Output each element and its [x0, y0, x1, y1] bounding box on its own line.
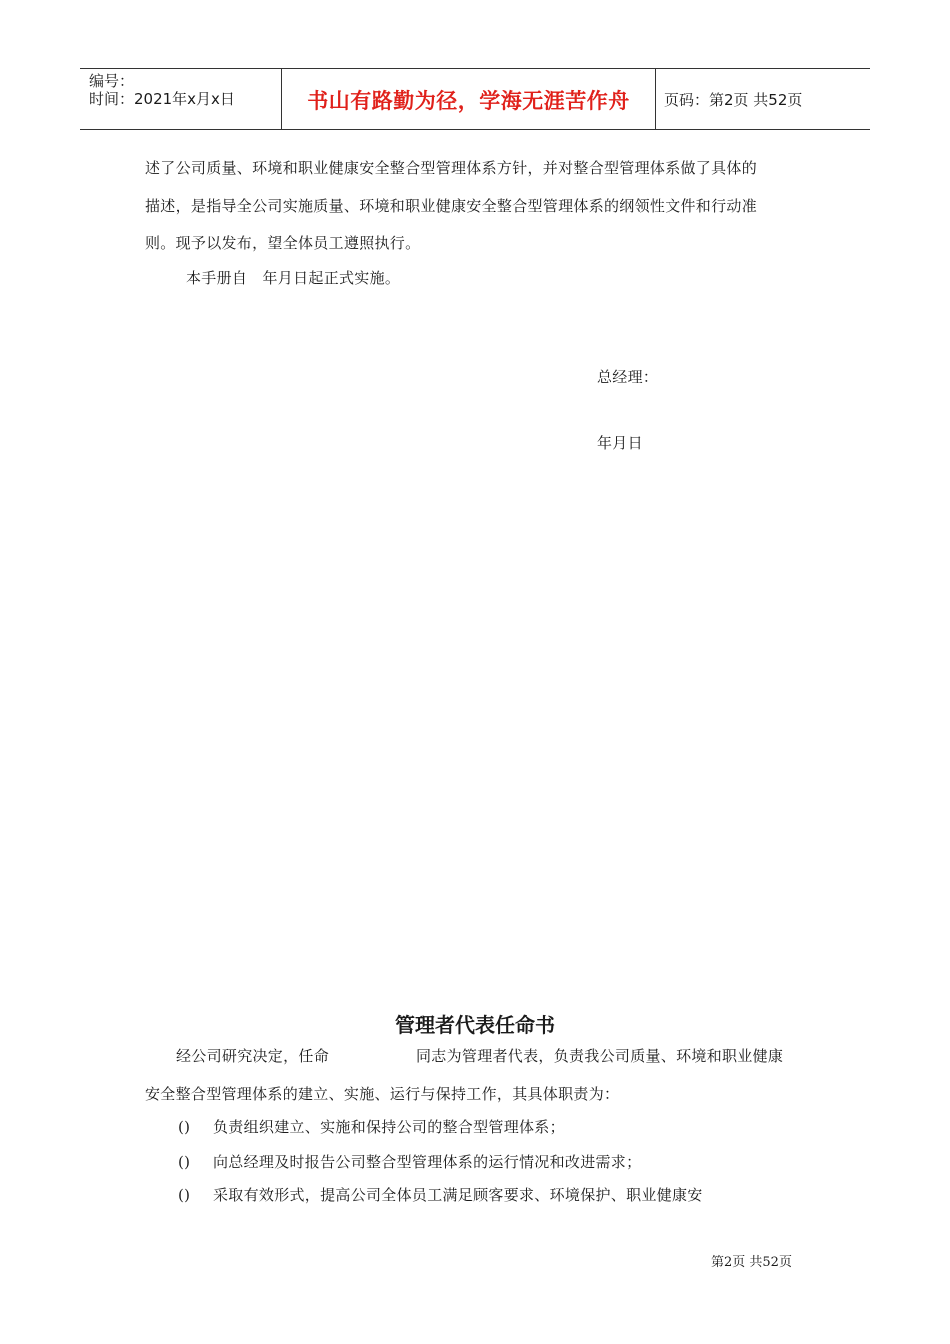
header-page-info: 页码：第2页 共52页	[664, 91, 803, 109]
header-left-cell	[80, 69, 281, 129]
duty-text-3: 采取有效形式，提高公司全体员工满足顾客要求、环境保护、职业健康安	[213, 1186, 703, 1204]
intro-line-1: 述了公司质量、环境和职业健康安全整合型管理体系方针，并对整合型管理体系做了具体的	[145, 159, 758, 177]
document-number-label: 编号：	[89, 72, 135, 90]
appointment-title: 管理者代表任命书	[395, 1013, 555, 1037]
signature-date: 年月日	[597, 434, 643, 452]
duty-marker-1: ()	[178, 1118, 191, 1136]
duty-text-2: 向总经理及时报告公司整合型管理体系的运行情况和改进需求；	[213, 1153, 642, 1171]
general-manager-label: 总经理：	[597, 368, 659, 386]
document-header	[80, 68, 870, 130]
header-page-cell	[655, 69, 870, 129]
intro-line-3: 则。现予以发布，望全体员工遵照执行。	[145, 234, 421, 252]
duty-marker-3: ()	[178, 1186, 191, 1204]
appointment-para-line2: 安全整合型管理体系的建立、实施、运行与保持工作，其具体职责为：	[145, 1085, 620, 1103]
appointment-para-line1-end: 同志为管理者代表，负责我公司质量、环境和职业健康	[416, 1047, 784, 1065]
document-time-label: 时间：2021年x月x日	[89, 90, 235, 108]
duty-text-1: 负责组织建立、实施和保持公司的整合型管理体系；	[213, 1118, 565, 1136]
effective-date-line: 本手册自 年月日起正式实施。	[186, 269, 401, 287]
intro-line-2: 描述，是指导全公司实施质量、环境和职业健康安全整合型管理体系的纲领性文件和行动准	[145, 197, 758, 215]
header-motto-cell	[281, 69, 656, 129]
header-motto: 书山有路勤为径，学海无涯苦作舟	[307, 89, 630, 113]
footer-page-number: 第2页 共52页	[711, 1255, 792, 1270]
appointment-para-line1-start: 经公司研究决定，任命	[176, 1047, 330, 1065]
duty-marker-2: ()	[178, 1153, 191, 1171]
